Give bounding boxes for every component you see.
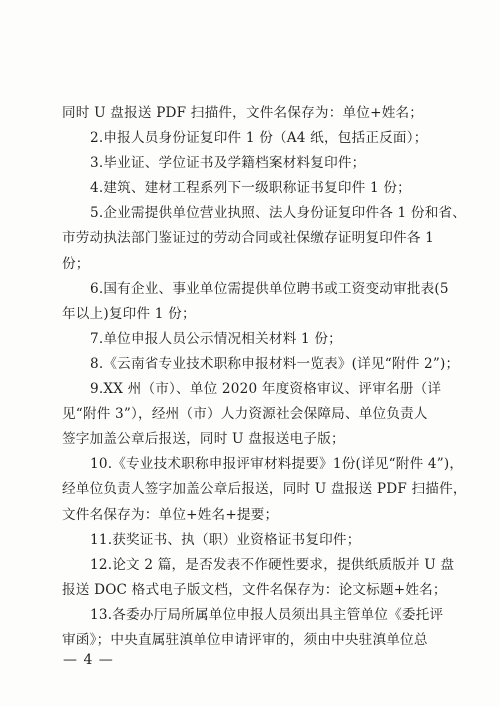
text-line: 市劳动执法部门鉴证过的劳动合同或社保缴存证明复印件各 1	[62, 230, 435, 247]
text-line: 份；	[62, 255, 90, 272]
text-line: 审函》；中央直属驻滇单位申请评审的，须由中央驻滇单位总	[62, 631, 428, 648]
page-number: — 4 —	[63, 652, 114, 668]
document-body	[62, 101, 467, 653]
text-line: 年以上)复印件 1 份；	[62, 305, 196, 322]
text-line: 11.获奖证书、执（职）业资格证书复印件；	[90, 531, 361, 548]
text-line: 经单位负责人签字加盖公章后报送，同时 U 盘报送 PDF 扫描件，	[62, 481, 467, 498]
text-line: 3.毕业证、学位证书及学籍档案材料复印件；	[90, 155, 366, 172]
text-line: 10.《专业技术职称申报评审材料提要》1份(详见“附件 4”)，	[90, 456, 464, 473]
text-line: 签字加盖公章后报送，同时 U 盘报送电子版；	[62, 431, 345, 448]
text-line: 7.单位申报人员公示情况相关材料 1 份；	[90, 330, 342, 347]
text-line: 见“附件 3”），经州（市）人力资源社会保障局、单位负责人	[62, 406, 428, 423]
text-line: 12.论文 2 篇，是否发表不作硬性要求，提供纸质版并 U 盘	[90, 556, 455, 573]
text-line: 8.《云南省专业技术职称申报材料一览表》(详见“附件 2”)；	[90, 355, 460, 372]
text-line: 4.建筑、建材工程系列下一级职称证书复印件 1 份；	[90, 180, 411, 197]
text-line: 文件名保存为：单位+姓名+提要；	[62, 506, 279, 523]
text-line: 6.国有企业、事业单位需提供单位聘书或工资变动审批表(5	[90, 280, 449, 297]
text-line: 9.XX 州（市）、单位 2020 年度资格审议、评审名册（详	[90, 381, 442, 398]
text-line: 13.各委办厅局所属单位申报人员须出具主管单位《委托评	[90, 606, 444, 623]
text-line: 5.企业需提供单位营业执照、法人身份证复印件各 1 份和省、	[90, 205, 467, 222]
text-line: 报送 DOC 格式电子版文档，文件名保存为：论文标题+姓名；	[62, 581, 447, 598]
text-line: 2.申报人员身份证复印件 1 份（A4 纸，包括正反面）；	[90, 130, 428, 147]
text-line: 同时 U 盘报送 PDF 扫描件，文件名保存为：单位+姓名；	[62, 105, 424, 121]
